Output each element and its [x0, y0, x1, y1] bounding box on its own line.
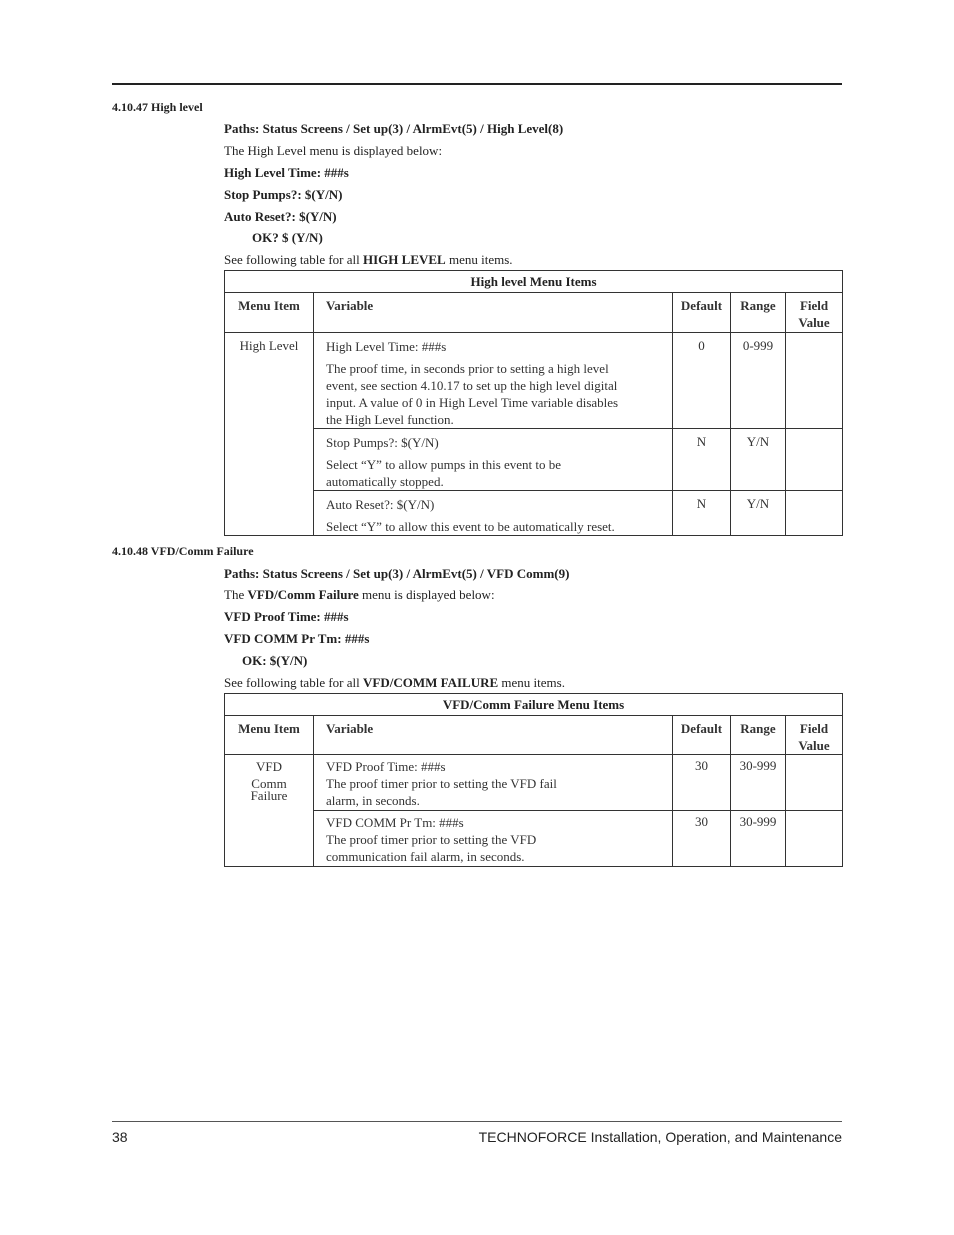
menu-line: Auto Reset?: $(Y/N) — [224, 209, 337, 224]
default-cell: N — [673, 429, 731, 491]
page-number: 38 — [112, 1129, 128, 1145]
menu-item-cell: High Level — [225, 333, 314, 536]
column-header-variable: Variable — [314, 716, 673, 755]
section-heading-vfd-comm-failure: 4.10.48 VFD/Comm Failure — [112, 544, 254, 558]
default-cell: 30 — [673, 811, 731, 867]
range-cell: Y/N — [731, 491, 786, 536]
table-row — [225, 429, 843, 491]
menu-line: Stop Pumps?: $(Y/N) — [224, 187, 343, 202]
table-row — [225, 491, 843, 536]
variable-cell: High Level Time: ###s The proof time, in seconds prior to setting a high level event, see section 4.10.17 to set up the high level digital input. A value of 0 in High Level Time variable disables the High Level function. — [314, 333, 673, 429]
vfd-comm-failure-menu-table — [224, 693, 843, 867]
see-table-note: See following table for all HIGH LEVEL menu items. — [224, 252, 513, 267]
paths-high-level: Paths: Status Screens / Set up(3) / AlrmEvt(5) / High Level(8) — [224, 121, 564, 136]
table-row — [225, 333, 843, 429]
variable-cell: Stop Pumps?: $(Y/N) Select “Y” to allow pumps in this event to be automatically stopped. — [314, 429, 673, 491]
table-row — [225, 811, 843, 867]
default-cell: 30 — [673, 755, 731, 811]
intro-vfd-comm: The VFD/Comm Failure menu is displayed below: — [224, 587, 495, 602]
column-header-range: Range — [731, 716, 786, 755]
field-value-cell — [786, 333, 843, 429]
column-header-field-value: Field Value — [786, 293, 843, 333]
header-rule — [112, 83, 842, 85]
see-table-note: See following table for all VFD/COMM FAILURE menu items. — [224, 675, 565, 690]
field-value-cell — [786, 811, 843, 867]
table-caption: VFD/Comm Failure Menu Items — [225, 694, 843, 716]
field-value-cell — [786, 755, 843, 811]
footer-title: TECHNOFORCE Installation, Operation, and Maintenance — [478, 1129, 842, 1145]
column-header-menu-item: Menu Item — [225, 293, 314, 333]
field-value-cell — [786, 491, 843, 536]
menu-line: VFD Proof Time: ###s — [224, 609, 349, 624]
default-cell: N — [673, 491, 731, 536]
range-cell: 30-999 — [731, 755, 786, 811]
range-cell: 30-999 — [731, 811, 786, 867]
menu-line: OK? $ (Y/N) — [252, 230, 323, 245]
column-header-variable: Variable — [314, 293, 673, 333]
table-caption: High level Menu Items — [225, 271, 843, 293]
column-header-range: Range — [731, 293, 786, 333]
paths-vfd-comm: Paths: Status Screens / Set up(3) / AlrmEvt(5) / VFD Comm(9) — [224, 566, 570, 581]
section-heading-high-level: 4.10.47 High level — [112, 100, 203, 114]
column-header-menu-item: Menu Item — [225, 716, 314, 755]
variable-cell: VFD COMM Pr Tm: ###s The proof timer prior to setting the VFD communication fail alarm, in seconds. — [314, 811, 673, 867]
footer-rule — [112, 1121, 842, 1122]
column-header-field-value: Field Value — [786, 716, 843, 755]
column-header-default: Default — [673, 716, 731, 755]
intro-high-level: The High Level menu is displayed below: — [224, 143, 443, 158]
menu-item-cell: VFD Comm Failure — [225, 755, 314, 867]
variable-cell: VFD Proof Time: ###s The proof timer prior to setting the VFD fail alarm, in seconds. — [314, 755, 673, 811]
menu-line: OK: $(Y/N) — [242, 653, 308, 668]
variable-cell: Auto Reset?: $(Y/N) Select “Y” to allow this event to be automatically reset. — [314, 491, 673, 536]
menu-line: VFD COMM Pr Tm: ###s — [224, 631, 370, 646]
default-cell: 0 — [673, 333, 731, 429]
high-level-menu-table — [224, 270, 843, 536]
menu-line: High Level Time: ###s — [224, 165, 349, 180]
field-value-cell — [786, 429, 843, 491]
range-cell: 0-999 — [731, 333, 786, 429]
table-row — [225, 755, 843, 811]
column-header-default: Default — [673, 293, 731, 333]
range-cell: Y/N — [731, 429, 786, 491]
